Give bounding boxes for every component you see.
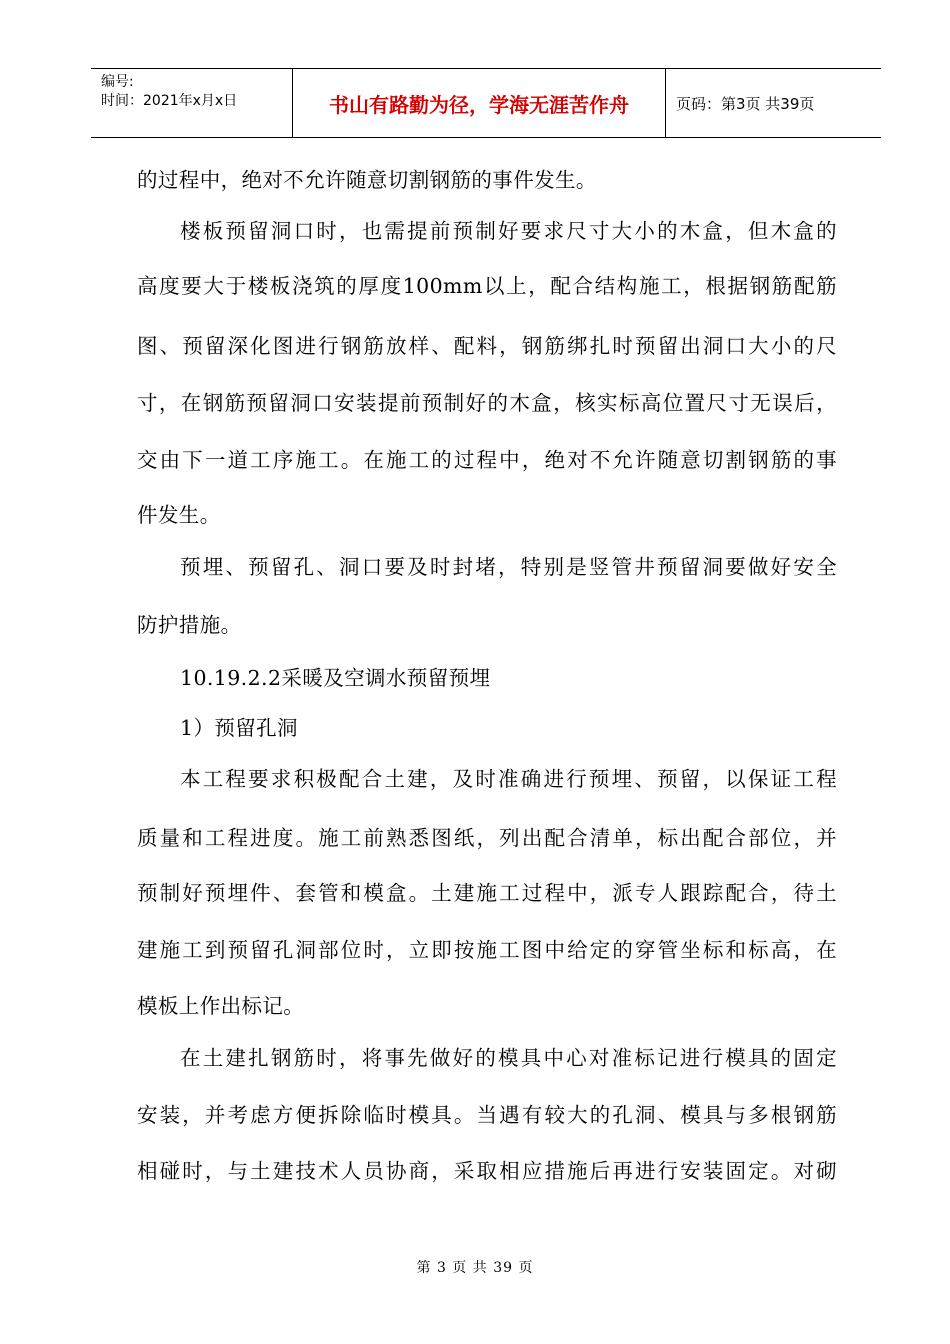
body-line: 建施工到预留孔洞部位时，立即按施工图中给定的穿管坐标和标高，在 (137, 938, 837, 962)
body-line: 的过程中，绝对不允许随意切割钢筋的事件发生。 (137, 168, 597, 192)
serial-label: 编号: (101, 74, 134, 90)
section-heading: 10.19.2.2采暖及空调水预留预埋 (180, 666, 491, 690)
header-page-info: 页码：第3页 共39页 (676, 94, 815, 113)
body-line: 件发生。 (137, 503, 221, 527)
subsection-heading: 1）预留孔洞 (180, 716, 298, 740)
body-line: 楼板预留洞口时，也需提前预制好要求尺寸大小的木盒，但木盒的 (180, 219, 837, 243)
body-line: 预埋、预留孔、洞口要及时封堵，特别是竖管井预留洞要做好安全 (180, 555, 837, 579)
body-line: 相碰时，与土建技术人员协商，采取相应措施后再进行安装固定。对砌 (137, 1159, 837, 1183)
body-line: 预制好预埋件、套管和模盒。土建施工过程中，派专人跟踪配合，待土 (137, 881, 837, 905)
body-line: 图、预留深化图进行钢筋放样、配料，钢筋绑扎时预留出洞口大小的尺 (137, 334, 837, 358)
body-line: 模板上作出标记。 (137, 994, 305, 1018)
page-footer: 第 3 页 共 39 页 (416, 1260, 534, 1276)
header-info-cell (91, 69, 292, 137)
body-line: 质量和工程进度。施工前熟悉图纸，列出配合清单，标出配合部位，并 (137, 826, 837, 850)
body-line: 高度要大于楼板浇筑的厚度100mm以上，配合结构施工，根据钢筋配筋 (137, 274, 837, 298)
body-line: 本工程要求积极配合土建，及时准确进行预埋、预留，以保证工程 (180, 767, 837, 791)
body-line: 交由下一道工序施工。在施工的过程中，绝对不允许随意切割钢筋的事 (137, 448, 837, 472)
body-line: 寸，在钢筋预留洞口安装提前预制好的木盒，核实标高位置尺寸无误后， (137, 391, 837, 415)
page-header (91, 68, 881, 138)
body-line: 安装，并考虑方便拆除临时模具。当遇有较大的孔洞、模具与多根钢筋 (137, 1103, 837, 1127)
body-line: 在土建扎钢筋时，将事先做好的模具中心对准标记进行模具的固定 (180, 1046, 837, 1070)
body-line: 防护措施。 (137, 613, 242, 637)
header-motto: 书山有路勤为径，学海无涯苦作舟 (329, 92, 629, 117)
time-label: 时间：2021年x月x日 (101, 93, 238, 109)
